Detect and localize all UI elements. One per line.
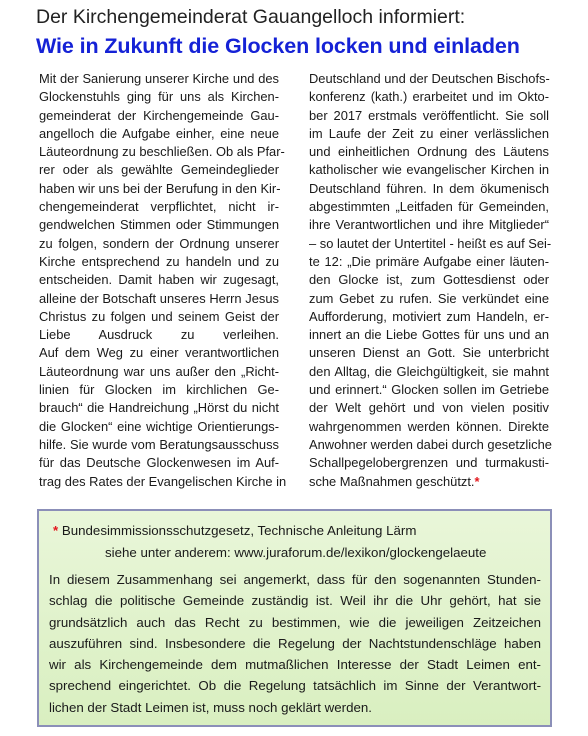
- text-line: Läuteordnung zu beschließen. Ob als Pfar-: [39, 144, 285, 160]
- text-line: ihre Verantwortlichen und ihre Mitglieder“: [309, 217, 549, 233]
- text-line: Mit der Sanierung unserer Kirche und des: [39, 71, 279, 86]
- text-line: Anwohner werden dabei durch gesetzliche: [309, 436, 552, 452]
- text-line: lichen der Stadt Leimen ist, muss noch geklärt werden.: [49, 699, 372, 715]
- headline: Wie in Zukunft die Glocken locken und einladen: [36, 34, 520, 58]
- text-line: Glockenstuhls ging für uns als Kirchen-: [39, 89, 279, 105]
- text-line: sprechend eingerichtet. Ob die Regelung tatsächlich im Sinne der Verantwort-: [49, 678, 541, 694]
- text-line: brauch“ die Handreichung „Hörst du nicht: [39, 400, 279, 416]
- text-line: Schallpegelobergrenzen und turmakusti-: [309, 455, 549, 471]
- footnote-line-2: siehe unter anderem: www.juraforum.de/lexikon/glockengelaeute: [105, 545, 487, 560]
- text-line: unseren Dienst an Gott. Sie unterbricht: [309, 345, 549, 361]
- text-line: grundsätzlich auch das Recht zu bestimmen, wie die jeweiligen Zeitzeichen: [49, 614, 541, 630]
- text-line: Kirche entsprechend zu handeln und zu: [39, 253, 279, 269]
- text-line: Deutschland führen. In dem ökumenisch: [309, 180, 549, 196]
- text-line: gemeinderat der Kirchengemeinde Gau-: [39, 107, 279, 123]
- text-line: und einheitlichen Ordnung des Läutens: [309, 144, 549, 160]
- footnote-line-1: [53, 523, 416, 538]
- footnote-asterisk: *: [53, 523, 59, 538]
- text-line: haben wir uns bei der Berufung in den Kir-: [39, 180, 281, 196]
- text-line: den Alltag, die Gleichgültigkeit, sie mahnt: [309, 363, 549, 379]
- text-line: innert an die Liebe Gottes für uns und an: [309, 327, 549, 343]
- footnote-marker: *: [474, 473, 480, 489]
- text-line: sche Maßnahmen geschützt.: [309, 473, 475, 489]
- text-line: Deutschland und der Deutschen Bischofs-: [309, 71, 550, 86]
- text-line: rer oder als gewählte Gemeindeglieder: [39, 162, 279, 178]
- kicker-title: Der Kirchengemeinderat Gauangelloch informiert:: [36, 6, 466, 28]
- footnote-box: [37, 509, 552, 727]
- text-line: die Glocken“ eine wichtige Orientierungs-: [39, 418, 279, 434]
- text-line: trag des Rates der Evangelischen Kirche in: [39, 473, 287, 489]
- text-line: chengemeinderat verpflichtet, nicht ir-: [39, 199, 279, 215]
- text-line: schlag die politische Gemeinde zuständig ist. Weil ihr die Uhr gehört, hat sie: [49, 593, 541, 609]
- text-line: für das Deutsche Glockenwesen im Auf-: [39, 455, 279, 471]
- text-line: Läuteordnung war uns außer den „Richt-: [39, 363, 279, 379]
- text-line: zu folgen, sondern der Ordnung unserer: [39, 235, 279, 251]
- article-right-column: [309, 70, 552, 491]
- text-line: und erinnert.“ Glocken sollen im Getriebe: [309, 382, 549, 398]
- text-line: wahrgenommen werden können. Direkte: [309, 418, 549, 434]
- text-line: In diesem Zusammenhang sei angemerkt, dass für den sogenannten Stunden-: [49, 572, 541, 587]
- text-line: auszuführen sind. Insbesondere die Regelung der Nachtstundenschläge haben: [49, 635, 541, 651]
- text-line: hilfe. Sie wurde vom Beratungsausschuss: [39, 436, 279, 452]
- text-line: alleine der Botschaft unseres Herrn Jesus: [39, 290, 279, 306]
- text-line: Liebe Ausdruck zu verleihen.: [39, 327, 279, 343]
- text-line: entscheiden. Damit haben wir zugesagt,: [39, 272, 279, 288]
- text-line: Christus zu folgen und seinem Geist der: [39, 308, 279, 324]
- article-left-column: [39, 70, 287, 491]
- text-line: der Welt gehört und von vielen positiv: [309, 400, 549, 416]
- text-line: ber 2017 erstmals veröffentlicht. Sie soll: [309, 107, 549, 123]
- text-line: konferenz (kath.) erarbeitet und im Okto-: [309, 89, 549, 105]
- text-line: Aufforderung, motiviert zum Handeln, er-: [309, 308, 549, 324]
- text-line: Auf dem Weg zu einer verantwortlichen: [39, 345, 279, 361]
- text-line: angelloch die Aufgabe einher, eine neue: [39, 125, 279, 141]
- text-line-with-marker: [309, 473, 549, 491]
- text-line: te 12: „Die primäre Aufgabe einer läuten-: [309, 253, 549, 269]
- text-line: im Laufe der Zeit zu einer verlässlichen: [309, 125, 549, 141]
- text-line: katholischer wie evangelischer Kirchen in: [309, 162, 549, 178]
- footnote-reference: Bundesimmissionsschutzgesetz, Technische Anleitung Lärm: [58, 523, 417, 538]
- text-line: – so lautet der Untertitel - heißt es auf Sei-: [309, 235, 552, 251]
- box-paragraph: [49, 569, 541, 718]
- text-line: abgestimmten „Leitfaden für Gemeinden,: [309, 199, 549, 215]
- text-line: wir als Kirchengemeinde dem mutmaßlichen Interesse der Stadt Leimen ent-: [49, 657, 541, 673]
- text-line: linien für Glocken im kirchlichen Ge-: [39, 382, 279, 398]
- text-line: den Glocke ist, zum Gottesdienst oder: [309, 272, 549, 288]
- text-line: zum Gebet zu rufen. Sie verkündet eine: [309, 290, 549, 306]
- text-line: gendwelchen Stimmen oder Stimmungen: [39, 217, 279, 233]
